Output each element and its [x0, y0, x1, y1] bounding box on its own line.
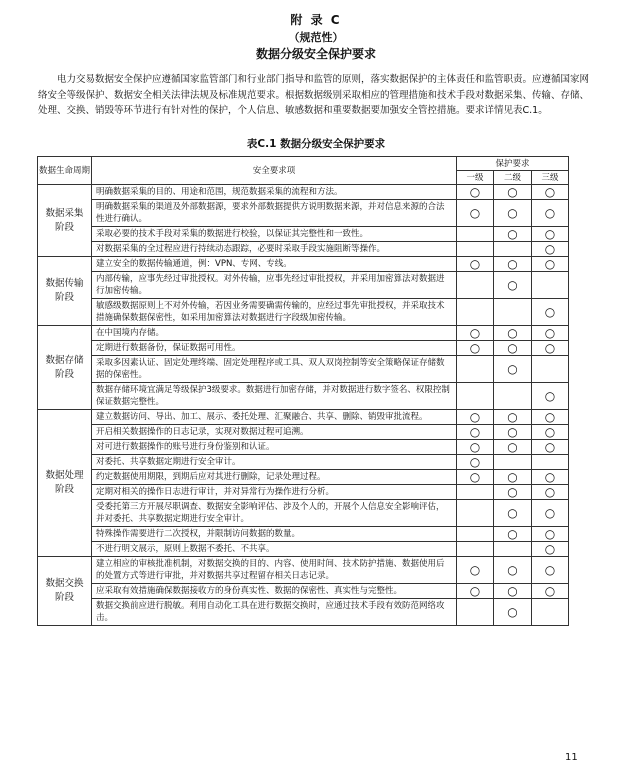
level-1-cell: [457, 599, 494, 626]
table-row: [38, 425, 569, 440]
level-2-cell: [494, 527, 532, 542]
requirement-text-cell: 对数据采集的全过程应进行持续动态跟踪，必要时采取手段实施阻断等操作。: [92, 242, 457, 257]
circle-mark-icon: ○: [544, 257, 556, 271]
circle-mark-icon: ○: [507, 227, 518, 241]
level-3-cell: [532, 425, 569, 440]
level-1-cell: [457, 542, 494, 557]
level-1-cell: [457, 272, 494, 299]
circle-mark-icon: ○: [469, 455, 481, 469]
level-1-cell: [457, 557, 494, 584]
requirement-text-cell: 特殊操作需要进行二次授权，并限制访问数据的数量。: [92, 527, 457, 542]
circle-mark-icon: ○: [469, 440, 481, 454]
requirement-text-cell: 建立数据访问、导出、加工、展示、委托处理、汇聚融合、共享、删除、销毁审批流程。: [92, 410, 457, 425]
level-3-cell: [532, 272, 569, 299]
circle-mark-icon: ○: [544, 389, 556, 403]
level-1-cell: [457, 410, 494, 425]
level-3-cell: [532, 500, 569, 527]
circle-mark-icon: ○: [507, 470, 518, 484]
table-row: [38, 542, 569, 557]
level-1-cell: [457, 299, 494, 326]
circle-mark-icon: ○: [544, 584, 556, 598]
table-row: [38, 410, 569, 425]
table-row: [38, 200, 569, 227]
level-3-cell: [532, 410, 569, 425]
level-2-cell: [494, 542, 532, 557]
header-requirement: 安全要求项: [92, 157, 457, 185]
level-2-cell: [494, 410, 532, 425]
circle-mark-icon: ○: [507, 563, 518, 577]
requirement-text-cell: 采取多因素认证、固定处理终端、固定处理程序或工具、双人双岗控制等安全策略保证存储数据的保密性。: [92, 356, 457, 383]
level-3-cell: [532, 485, 569, 500]
table-row: [38, 341, 569, 356]
requirement-text-cell: 建立相应的审核批准机制，对数据交换的目的、内容、使用时间、技术防护措施、数据使用后的处置方式等进行审批，并对数据共享过程留存相关日志记录。: [92, 557, 457, 584]
circle-mark-icon: ○: [469, 257, 481, 271]
requirement-text-cell: 应采取有效措施确保数据接收方的身份真实性、数据的保密性、真实性与完整性。: [92, 584, 457, 599]
level-1-cell: [457, 485, 494, 500]
level-1-cell: [457, 440, 494, 455]
level-1-cell: [457, 455, 494, 470]
circle-mark-icon: ○: [507, 440, 518, 454]
circle-mark-icon: ○: [507, 185, 518, 199]
circle-mark-icon: ○: [469, 185, 481, 199]
level-3-cell: [532, 242, 569, 257]
level-3-cell: [532, 383, 569, 410]
level-2-cell: [494, 227, 532, 242]
level-2-cell: [494, 341, 532, 356]
level-1-cell: [457, 383, 494, 410]
requirement-text-cell: 在中国境内存储。: [92, 326, 457, 341]
table-row: [38, 440, 569, 455]
level-1-cell: [457, 527, 494, 542]
circle-mark-icon: ○: [544, 206, 556, 220]
circle-mark-icon: ○: [469, 341, 481, 355]
circle-mark-icon: ○: [507, 278, 518, 292]
level-3-cell: [532, 341, 569, 356]
level-3-cell: [532, 227, 569, 242]
level-2-cell: [494, 557, 532, 584]
level-3-cell: [532, 557, 569, 584]
requirement-text-cell: 定期对相关的操作日志进行审计，并对异常行为操作进行分析。: [92, 485, 457, 500]
table-row: [38, 383, 569, 410]
circle-mark-icon: ○: [544, 227, 556, 241]
level-3-cell: [532, 470, 569, 485]
circle-mark-icon: ○: [507, 605, 518, 619]
level-2-cell: [494, 425, 532, 440]
level-1-cell: [457, 257, 494, 272]
requirements-table: [37, 156, 569, 626]
level-3-cell: [532, 200, 569, 227]
table-row: [38, 299, 569, 326]
level-3-cell: [532, 257, 569, 272]
requirement-text-cell: 采取必要的技术手段对采集的数据进行校验，以保证其完整性和一致性。: [92, 227, 457, 242]
requirement-text-cell: 对可进行数据操作的账号进行身份鉴别和认证。: [92, 440, 457, 455]
level-1-cell: [457, 584, 494, 599]
circle-mark-icon: ○: [544, 542, 556, 556]
requirement-text-cell: 敏感级数据原则上不对外传输，若因业务需要确需传输的，应经过事先审批授权，并采取技术措施确保数据保密性，如采用加密算法对数据进行字段级加密传输。: [92, 299, 457, 326]
circle-mark-icon: ○: [469, 470, 481, 484]
circle-mark-icon: ○: [507, 425, 518, 439]
requirement-text-cell: 开启相关数据操作的日志记录，实现对数据过程可追溯。: [92, 425, 457, 440]
level-2-cell: [494, 272, 532, 299]
level-1-cell: [457, 185, 494, 200]
circle-mark-icon: ○: [544, 527, 556, 541]
table-caption: 表C.1 数据分级安全保护要求: [246, 138, 386, 150]
header-protection: 保护要求: [457, 157, 569, 171]
level-3-cell: [532, 356, 569, 383]
level-2-cell: [494, 485, 532, 500]
requirement-text-cell: 明确数据采集的目的、用途和范围，规范数据采集的流程和方法。: [92, 185, 457, 200]
table-row: [38, 257, 569, 272]
table-row: [38, 470, 569, 485]
level-3-cell: [532, 326, 569, 341]
level-2-cell: [494, 440, 532, 455]
requirement-text-cell: 受委托第三方开展尽职调查、数据安全影响评估、涉及个人的，开展个人信息安全影响评估，并对委托、共享数据定期进行安全审计。: [92, 500, 457, 527]
level-2-cell: [494, 185, 532, 200]
level-2-cell: [494, 257, 532, 272]
requirement-text-cell: 不进行明文展示，原则上数据不委托、不共享。: [92, 542, 457, 557]
level-3-cell: [532, 299, 569, 326]
level-1-cell: [457, 200, 494, 227]
circle-mark-icon: ○: [469, 326, 481, 340]
level-2-cell: [494, 500, 532, 527]
table-row: [38, 485, 569, 500]
table-row: [38, 500, 569, 527]
circle-mark-icon: ○: [544, 410, 556, 424]
circle-mark-icon: ○: [544, 440, 556, 454]
table-row: [38, 599, 569, 626]
table-row: [38, 455, 569, 470]
level-1-cell: [457, 242, 494, 257]
level-2-cell: [494, 599, 532, 626]
requirement-text-cell: 数据交换前应进行脱敏。利用自动化工具在进行数据交换时，应通过技术手段有效防范网络攻击。: [92, 599, 457, 626]
page-number: 11: [565, 752, 578, 763]
level-1-cell: [457, 326, 494, 341]
level-1-cell: [457, 341, 494, 356]
table-row: [38, 557, 569, 584]
header-level-2: 二级: [494, 171, 532, 185]
level-2-cell: [494, 200, 532, 227]
circle-mark-icon: ○: [544, 425, 556, 439]
level-1-cell: [457, 425, 494, 440]
circle-mark-icon: ○: [544, 506, 556, 520]
requirement-text-cell: 对委托、共享数据定期进行安全审计。: [92, 455, 457, 470]
requirement-text-cell: 定期进行数据备份，保证数据可用性。: [92, 341, 457, 356]
level-3-cell: [532, 542, 569, 557]
level-3-cell: [532, 455, 569, 470]
lifecycle-stage-cell: 数据处理阶段: [38, 410, 92, 557]
circle-mark-icon: ○: [507, 362, 518, 376]
table-row: [38, 356, 569, 383]
lifecycle-stage-cell: 数据采集阶段: [38, 185, 92, 257]
level-2-cell: [494, 455, 532, 470]
requirement-text-cell: 数据存储环境宜满足等级保护3级要求。数据进行加密存储，并对数据进行数字签名、权限控制保证数据完整性。: [92, 383, 457, 410]
header-lifecycle: 数据生命周期: [38, 157, 92, 185]
circle-mark-icon: ○: [544, 326, 556, 340]
lifecycle-stage-cell: 数据交换阶段: [38, 557, 92, 626]
lifecycle-stage-cell: 数据传输阶段: [38, 257, 92, 326]
circle-mark-icon: ○: [469, 584, 481, 598]
circle-mark-icon: ○: [507, 584, 518, 598]
circle-mark-icon: ○: [544, 485, 556, 499]
table-row: [38, 242, 569, 257]
table-row: [38, 326, 569, 341]
circle-mark-icon: ○: [544, 185, 556, 199]
level-1-cell: [457, 356, 494, 383]
circle-mark-icon: ○: [469, 410, 481, 424]
circle-mark-icon: ○: [507, 326, 518, 340]
circle-mark-icon: ○: [469, 206, 481, 220]
level-3-cell: [532, 185, 569, 200]
header-level-1: 一级: [457, 171, 494, 185]
table-row: [38, 272, 569, 299]
level-1-cell: [457, 470, 494, 485]
level-2-cell: [494, 584, 532, 599]
circle-mark-icon: ○: [507, 206, 518, 220]
circle-mark-icon: ○: [507, 485, 518, 499]
table-row: [38, 527, 569, 542]
circle-mark-icon: ○: [544, 305, 556, 319]
requirement-text-cell: 建立安全的数据传输通道，例：VPN、专网、专线。: [92, 257, 457, 272]
table-row: [38, 185, 569, 200]
circle-mark-icon: ○: [507, 257, 518, 271]
circle-mark-icon: ○: [507, 341, 518, 355]
appendix-nature: （规范性）: [288, 31, 344, 44]
level-2-cell: [494, 470, 532, 485]
level-1-cell: [457, 227, 494, 242]
intro-paragraph: 电力交易数据安全保护应遵循国家监管部门和行业部门指导和监管的原则，落实数据保护的主体责任和监管职责。应遵循国家网络安全等级保护、数据安全相关法律法规及标准规范要求。根据数据级别采取相应的管理措施和技术手段对数据采集、传输、存储、处理、交换、销毁等环节进行有针对性的保护，个人信息、敏感数据和重要数据要加强安全管控措施。要求详情见表C.1。: [38, 74, 590, 116]
header-level-3: 三级: [532, 171, 569, 185]
level-3-cell: [532, 527, 569, 542]
level-2-cell: [494, 242, 532, 257]
lifecycle-stage-cell: 数据存储阶段: [38, 326, 92, 410]
appendix-title: 数据分级安全保护要求: [255, 47, 376, 61]
level-2-cell: [494, 299, 532, 326]
circle-mark-icon: ○: [469, 425, 481, 439]
requirement-text-cell: 内部传输，应事先经过审批授权。对外传输，应事先经过审批授权，并采用加密算法对数据进行加密传输。: [92, 272, 457, 299]
level-3-cell: [532, 440, 569, 455]
appendix-label: 附 录 C: [290, 13, 342, 27]
circle-mark-icon: ○: [544, 341, 556, 355]
circle-mark-icon: ○: [507, 506, 518, 520]
circle-mark-icon: ○: [544, 563, 556, 577]
table-row: [38, 584, 569, 599]
table-row: [38, 227, 569, 242]
level-2-cell: [494, 356, 532, 383]
level-2-cell: [494, 326, 532, 341]
circle-mark-icon: ○: [507, 410, 518, 424]
circle-mark-icon: ○: [507, 527, 518, 541]
level-1-cell: [457, 500, 494, 527]
circle-mark-icon: ○: [544, 470, 556, 484]
requirement-text-cell: 约定数据使用期限，到期后应对其进行删除，记录处理过程。: [92, 470, 457, 485]
level-2-cell: [494, 383, 532, 410]
level-3-cell: [532, 599, 569, 626]
circle-mark-icon: ○: [469, 563, 481, 577]
level-3-cell: [532, 584, 569, 599]
circle-mark-icon: ○: [544, 242, 556, 256]
requirement-text-cell: 明确数据采集的渠道及外部数据源，要求外部数据提供方说明数据来源，并对信息来源的合法性进行确认。: [92, 200, 457, 227]
